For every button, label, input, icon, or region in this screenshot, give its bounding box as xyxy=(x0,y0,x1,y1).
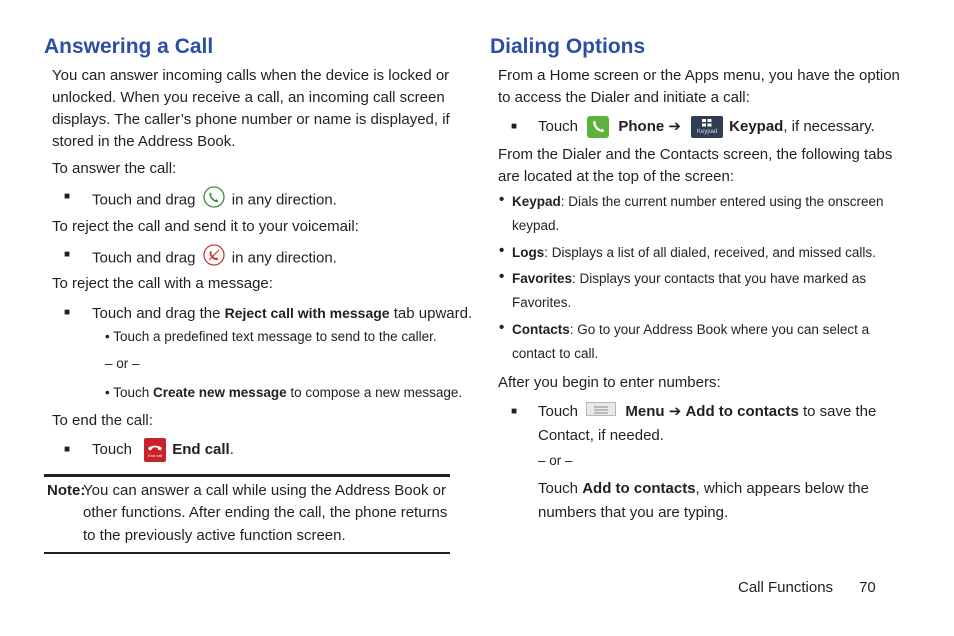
tab-favorites-desc xyxy=(512,268,866,290)
keypad-icon-label: Keypad xyxy=(696,129,718,136)
add-contact-step xyxy=(538,401,876,423)
answer-step-post: in any direction. xyxy=(231,191,337,209)
note-label-text: Note: xyxy=(47,482,86,499)
reject-step xyxy=(92,244,337,273)
to-reject-vm-text: To reject the call and send it to your voicemail: xyxy=(52,218,359,235)
sub2-pre: • Touch xyxy=(105,385,154,400)
menu-key-icon xyxy=(586,401,616,423)
tab2-rest: : Displays a list of all dialed, received, and missed calls. xyxy=(544,245,876,260)
add-contact-step-cont: Contact, if needed. xyxy=(538,427,664,444)
to-answer-text: To answer the call: xyxy=(52,160,177,177)
tab-keypad-desc xyxy=(512,191,883,213)
tabs-intro-line-1: From the Dialer and the Contacts screen, the following tabs xyxy=(498,146,893,163)
tab3-rest: : Displays your contacts that you have marked as xyxy=(572,271,867,286)
open-keypad-step xyxy=(538,116,875,138)
tab-keypad-desc-cont: keypad. xyxy=(512,218,560,233)
sub2-bold: Create new message xyxy=(153,385,287,400)
note-line-1: You can answer a call while using the Address Book or xyxy=(83,482,446,499)
step2-menu: Menu xyxy=(625,403,665,420)
reject-step-post: in any direction. xyxy=(231,249,337,267)
tab1-rest: : Dials the current number entered using the onscreen xyxy=(560,194,884,209)
tab-contacts-desc-cont: contact to call. xyxy=(512,346,599,361)
dialing-heading: Dialing Options xyxy=(490,35,646,58)
round-bullet: • xyxy=(499,191,505,208)
round-bullet: • xyxy=(499,319,505,336)
tab-contacts-desc xyxy=(512,319,869,341)
note-line-2: other functions. After ending the call, the phone returns xyxy=(83,504,448,521)
sub-bullet-create xyxy=(105,382,462,404)
end-call-icon-label: End call xyxy=(148,453,163,458)
page-number: 70 xyxy=(859,579,876,596)
round-bullet: • xyxy=(499,268,505,285)
end-post: . xyxy=(229,440,234,458)
step1-pre: Touch xyxy=(538,118,579,135)
end-bold: End call xyxy=(172,440,230,458)
rejmsg-bold: Reject call with message xyxy=(224,305,390,321)
square-bullet: ■ xyxy=(511,121,518,132)
note-bottom-rule xyxy=(44,552,450,554)
step1-keypad: Keypad xyxy=(729,118,784,135)
square-bullet: ■ xyxy=(511,406,518,417)
answer-intro-line-1: You can answer incoming calls when the device is locked or xyxy=(52,67,450,84)
answer-intro-line-3: displays. The caller’s phone number or name is displayed, if xyxy=(52,111,450,128)
square-bullet: ■ xyxy=(64,249,71,260)
tab-logs-desc xyxy=(512,242,876,264)
reject-message-step xyxy=(92,302,472,325)
step3-bold: Add to contacts xyxy=(582,480,696,497)
reject-step-pre: Touch and drag xyxy=(92,249,196,267)
end-pre: Touch xyxy=(92,440,133,458)
square-bullet: ■ xyxy=(64,191,71,202)
answer-call-icon xyxy=(203,186,225,215)
keypad-tab-icon xyxy=(691,116,723,138)
add-contact-alt-cont: numbers that you are typing. xyxy=(538,504,729,521)
answer-step xyxy=(92,186,337,215)
step1-phone: Phone xyxy=(618,118,665,135)
to-end-text: To end the call: xyxy=(52,412,153,429)
end-call-icon xyxy=(144,438,166,462)
or-separator: – or – xyxy=(538,453,573,468)
step2-pre: Touch xyxy=(538,403,579,420)
add-contact-alt xyxy=(538,478,869,500)
dialing-intro-line-1: From a Home screen or the Apps menu, you have the option xyxy=(498,67,900,84)
note-top-rule xyxy=(44,474,450,477)
sub2-post: to compose a new message. xyxy=(286,385,463,400)
phone-app-icon xyxy=(587,116,609,138)
tab4-bold: Contacts xyxy=(512,322,570,337)
rejmsg-pre: Touch and drag the xyxy=(92,305,225,322)
step2-post: to save the xyxy=(798,403,877,420)
arrow-1: ➔ xyxy=(668,118,681,135)
tab1-bold: Keypad xyxy=(512,194,561,209)
step3-pre: Touch xyxy=(538,480,583,497)
square-bullet: ■ xyxy=(64,444,71,455)
end-call-step xyxy=(92,438,234,462)
step1-post: , if necessary. xyxy=(783,118,875,135)
step3-post: , which appears below the xyxy=(695,480,869,497)
tab2-bold: Logs xyxy=(512,245,545,260)
rejmsg-post: tab upward. xyxy=(389,305,473,322)
square-bullet: ■ xyxy=(64,307,71,318)
answering-heading: Answering a Call xyxy=(44,35,214,58)
note-label xyxy=(47,480,85,502)
answer-step-pre: Touch and drag xyxy=(92,191,196,209)
sub-bullet-predefined: • Touch a predefined text message to send to the caller. xyxy=(105,329,437,344)
answer-intro-line-2: unlocked. When you receive a call, an incoming call screen xyxy=(52,89,445,106)
tab4-rest: : Go to your Address Book where you can select a xyxy=(569,322,870,337)
after-entering-text: After you begin to enter numbers: xyxy=(498,374,721,391)
reject-call-icon xyxy=(203,244,225,273)
tabs-intro-line-2: are located at the top of the screen: xyxy=(498,168,734,185)
answer-intro-line-4: stored in the Address Book. xyxy=(52,133,236,150)
tab3-bold: Favorites xyxy=(512,271,573,286)
to-reject-msg-text: To reject the call with a message: xyxy=(52,275,273,292)
arrow-2: ➔ xyxy=(668,403,682,420)
or-separator: – or – xyxy=(105,356,140,371)
tab-favorites-desc-cont: Favorites. xyxy=(512,295,572,310)
step2-add: Add to contacts xyxy=(685,403,799,420)
footer-section: Call Functions xyxy=(738,579,834,596)
dialing-intro-line-2: to access the Dialer and initiate a call: xyxy=(498,89,750,106)
round-bullet: • xyxy=(499,242,505,259)
note-line-3: to the previously active function screen. xyxy=(83,527,346,544)
